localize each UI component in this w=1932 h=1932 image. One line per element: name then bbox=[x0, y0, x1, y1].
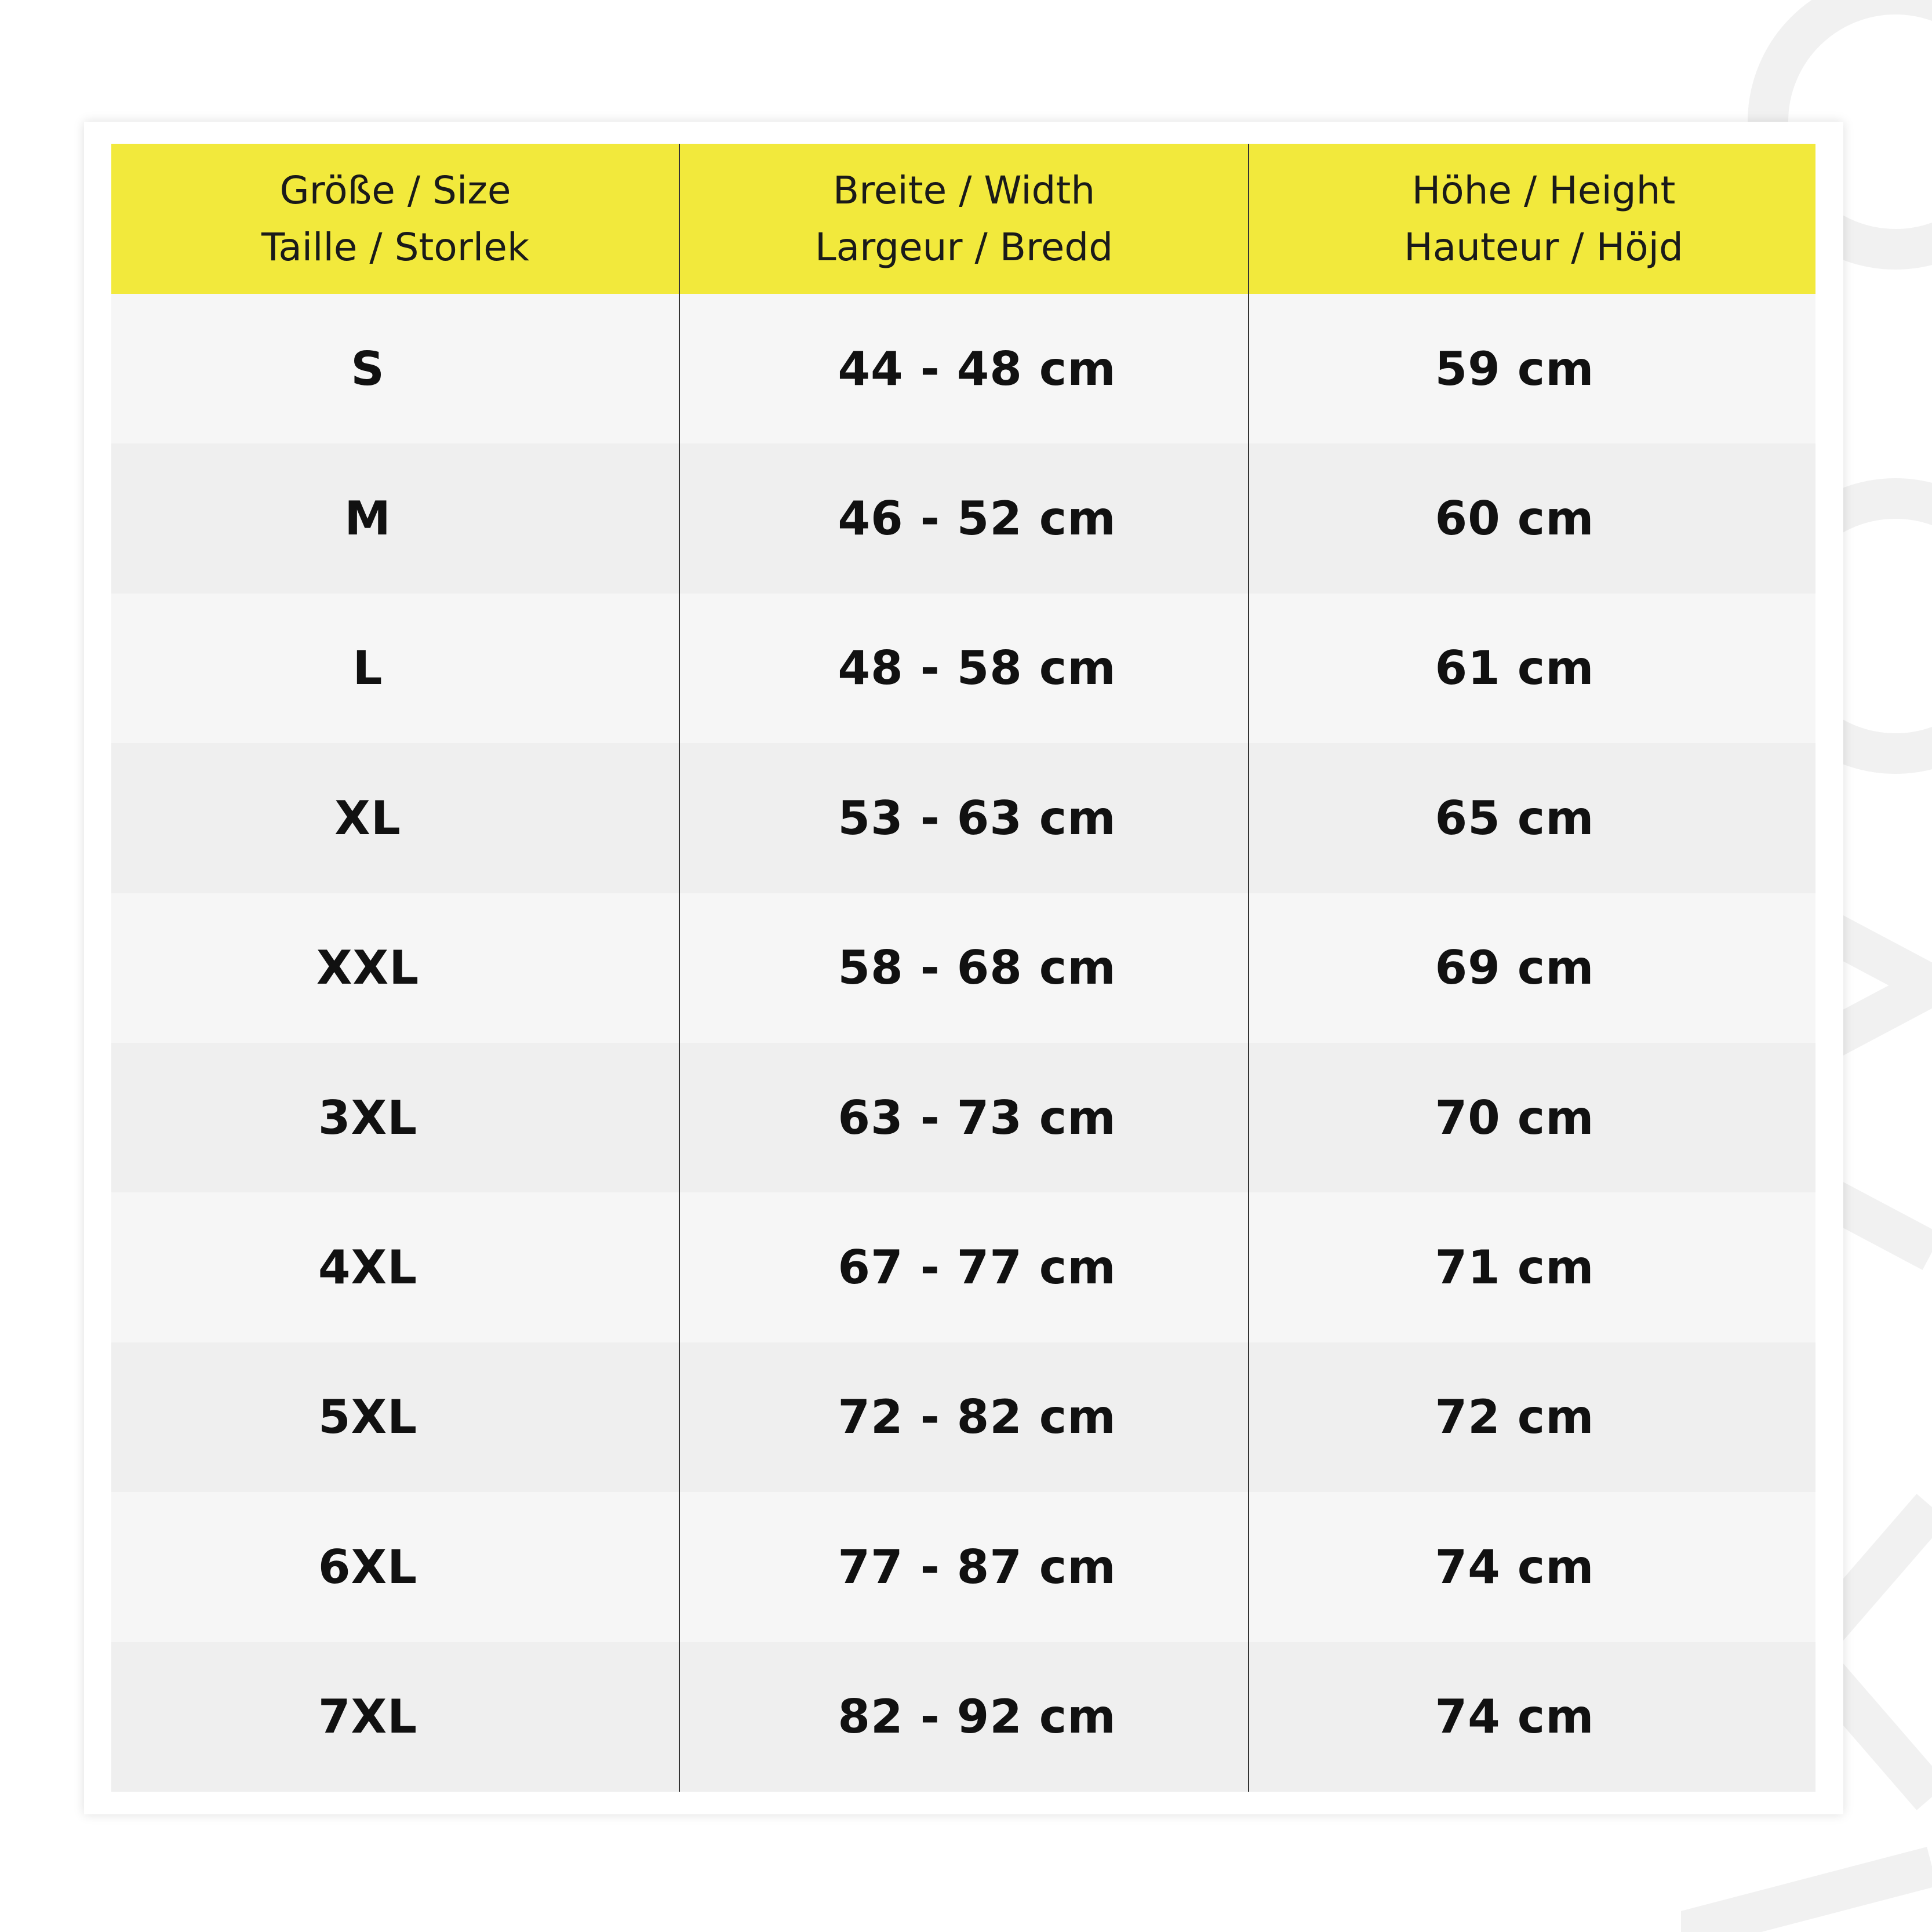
size-cell: 3XL bbox=[318, 1090, 418, 1145]
column-divider bbox=[1248, 144, 1249, 1792]
table-row bbox=[111, 594, 1815, 743]
size-table bbox=[111, 144, 1815, 1792]
width-cell: 67 - 77 cm bbox=[838, 1240, 1116, 1295]
size-cell: XL bbox=[334, 791, 401, 845]
height-cell: 59 cm bbox=[1435, 341, 1595, 396]
table-row bbox=[111, 893, 1815, 1043]
header-size-line1: Größe / Size bbox=[279, 168, 511, 213]
width-cell: 77 - 87 cm bbox=[838, 1540, 1116, 1594]
width-cell: 53 - 63 cm bbox=[838, 791, 1116, 845]
height-cell: 71 cm bbox=[1435, 1240, 1595, 1295]
table-row bbox=[111, 1043, 1815, 1192]
height-cell: 70 cm bbox=[1435, 1090, 1595, 1145]
height-cell: 60 cm bbox=[1435, 492, 1595, 546]
size-cell: S bbox=[351, 341, 385, 396]
table-row bbox=[111, 1642, 1815, 1792]
table-row bbox=[111, 443, 1815, 593]
table-row bbox=[111, 743, 1815, 893]
width-cell: 82 - 92 cm bbox=[838, 1690, 1116, 1744]
size-cell: 5XL bbox=[318, 1390, 418, 1445]
size-cell: 4XL bbox=[318, 1240, 418, 1295]
header-height-line1: Höhe / Height bbox=[1411, 168, 1676, 213]
size-cell: 6XL bbox=[318, 1540, 418, 1594]
height-cell: 69 cm bbox=[1435, 941, 1595, 995]
table-header bbox=[111, 144, 1815, 294]
table-body bbox=[111, 294, 1815, 1792]
size-cell: M bbox=[344, 492, 391, 546]
size-cell: L bbox=[352, 641, 383, 696]
header-size-line2: Taille / Storlek bbox=[261, 224, 530, 270]
width-cell: 63 - 73 cm bbox=[838, 1090, 1116, 1145]
table-row bbox=[111, 294, 1815, 443]
size-chart-card bbox=[84, 122, 1843, 1814]
height-cell: 74 cm bbox=[1435, 1690, 1595, 1744]
height-cell: 74 cm bbox=[1435, 1540, 1595, 1594]
header-width-line1: Breite / Width bbox=[832, 168, 1096, 213]
width-cell: 44 - 48 cm bbox=[838, 341, 1116, 396]
header-height bbox=[1249, 144, 1815, 294]
height-cell: 61 cm bbox=[1435, 641, 1595, 696]
width-cell: 46 - 52 cm bbox=[838, 492, 1116, 546]
header-width bbox=[679, 144, 1249, 294]
width-cell: 58 - 68 cm bbox=[838, 941, 1116, 995]
size-cell: XXL bbox=[316, 941, 420, 995]
height-cell: 72 cm bbox=[1435, 1390, 1595, 1445]
height-cell: 65 cm bbox=[1435, 791, 1595, 845]
header-width-line2: Largeur / Bredd bbox=[814, 224, 1114, 270]
column-divider bbox=[679, 144, 680, 1792]
width-cell: 48 - 58 cm bbox=[838, 641, 1116, 696]
table-row bbox=[111, 1192, 1815, 1342]
size-cell: 7XL bbox=[318, 1690, 418, 1744]
header-size bbox=[111, 144, 679, 294]
table-row bbox=[111, 1492, 1815, 1642]
header-height-line2: Hauteur / Höjd bbox=[1404, 224, 1683, 270]
table-row bbox=[111, 1342, 1815, 1492]
width-cell: 72 - 82 cm bbox=[838, 1390, 1116, 1445]
